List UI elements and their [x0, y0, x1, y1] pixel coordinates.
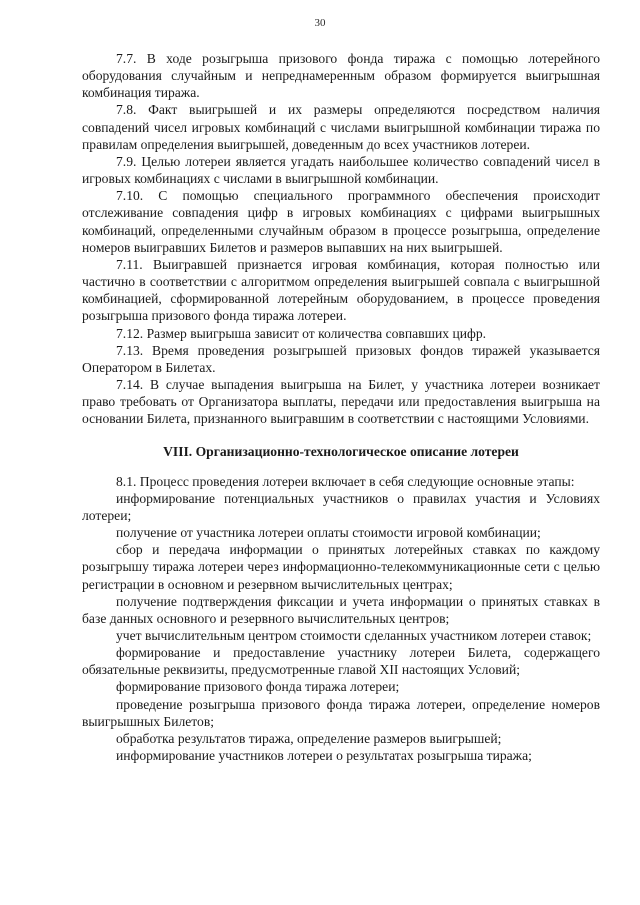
section-7 — [82, 50, 600, 427]
stage-item: учет вычислительным центром стоимости сделанных участником лотереи ставок; — [116, 628, 592, 643]
page-number: 30 — [314, 17, 326, 29]
stage-item: обработка результатов тиража, определение размеров выигрышей; — [116, 730, 502, 746]
stage-item: формирование призового фонда тиража лотереи; — [116, 679, 400, 695]
stage-item: формирование и предоставление участнику лотереи Билета, содержащего обязательные реквизиты, предусмотренные главой XII настоящих Условий; — [82, 645, 600, 678]
stage-item: информирование участников лотереи о результатах розыгрыша тиража; — [116, 748, 532, 764]
clause-7-7: 7.7. В ходе розыгрыша призового фонда тиража с помощью лотерейного оборудования случайным и непреднамеренным образом формируется выигрышная комбинация тиража. — [82, 51, 600, 101]
stage-item: получение подтверждения фиксации и учета информации о принятых ставках в базе данных основного и резервного вычислительных центров; — [82, 593, 600, 626]
stage-item: сбор и передача информации о принятых лотерейных ставках по каждому розыгрышу тиража лотереи через информационно-телекоммуникационные сети с целью регистрации в основном и резервном вычислительных центрах; — [82, 542, 600, 592]
clause-7-13: 7.13. Время проведения розыгрышей призовых фондов тиражей указывается Оператором в Билетах. — [82, 342, 600, 375]
stage-item: проведение розыгрыша призового фонда тиража лотереи, определение номеров выигрышных Билетов; — [82, 696, 600, 729]
stage-item: информирование потенциальных участников о правилах участия и Условиях лотереи; — [82, 490, 600, 523]
clause-8-1: 8.1. Процесс проведения лотереи включает в себя следующие основные этапы: — [116, 473, 575, 489]
page-content — [82, 50, 600, 764]
clause-7-14: 7.14. В случае выпадения выигрыша на Билет, у участника лотереи возникает право требовать от Организатора выплаты, передачи или предоставления выигрыша на основании Билета, признанного выигравшим в соответствии с настоящими Условиями. — [82, 376, 600, 427]
section-8-heading: VIII. Организационно-технологическое описание лотереи — [163, 444, 519, 460]
clause-7-8: 7.8. Факт выигрышей и их размеры определяются посредством наличия совпадений чисел игровых комбинаций с числами выигрышной комбинации тиража по правилам определения выигрышей, доведенным до всех участников лотереи. — [82, 102, 600, 152]
section-8 — [82, 473, 600, 765]
clause-7-9: 7.9. Целью лотереи является угадать наибольшее количество совпадений чисел в игровых комбинациях с числами в выигрышной комбинации. — [82, 153, 600, 187]
clause-7-10: 7.10. С помощью специального программного обеспечения происходит отслеживание совпадения цифр в игровых комбинациях с цифрами выигрышных комбинаций, определенными случайным образом в процессе розыгрыша, определение номеров выигравших Билетов и размеров выпавших на них выигрышей. — [82, 188, 600, 255]
clause-7-11: 7.11. Выигравшей признается игровая комбинация, которая полностью или частично в соответствии с алгоритмом определения выигрышей совпала с выигрышной комбинацией, сформированной лотерейным оборудованием, в процессе проведения розыгрыша призового фонда тиража лотереи. — [82, 256, 600, 324]
stage-item: получение от участника лотереи оплаты стоимости игровой комбинации; — [116, 525, 541, 541]
clause-7-12: 7.12. Размер выигрыша зависит от количества совпавших цифр. — [116, 325, 487, 341]
